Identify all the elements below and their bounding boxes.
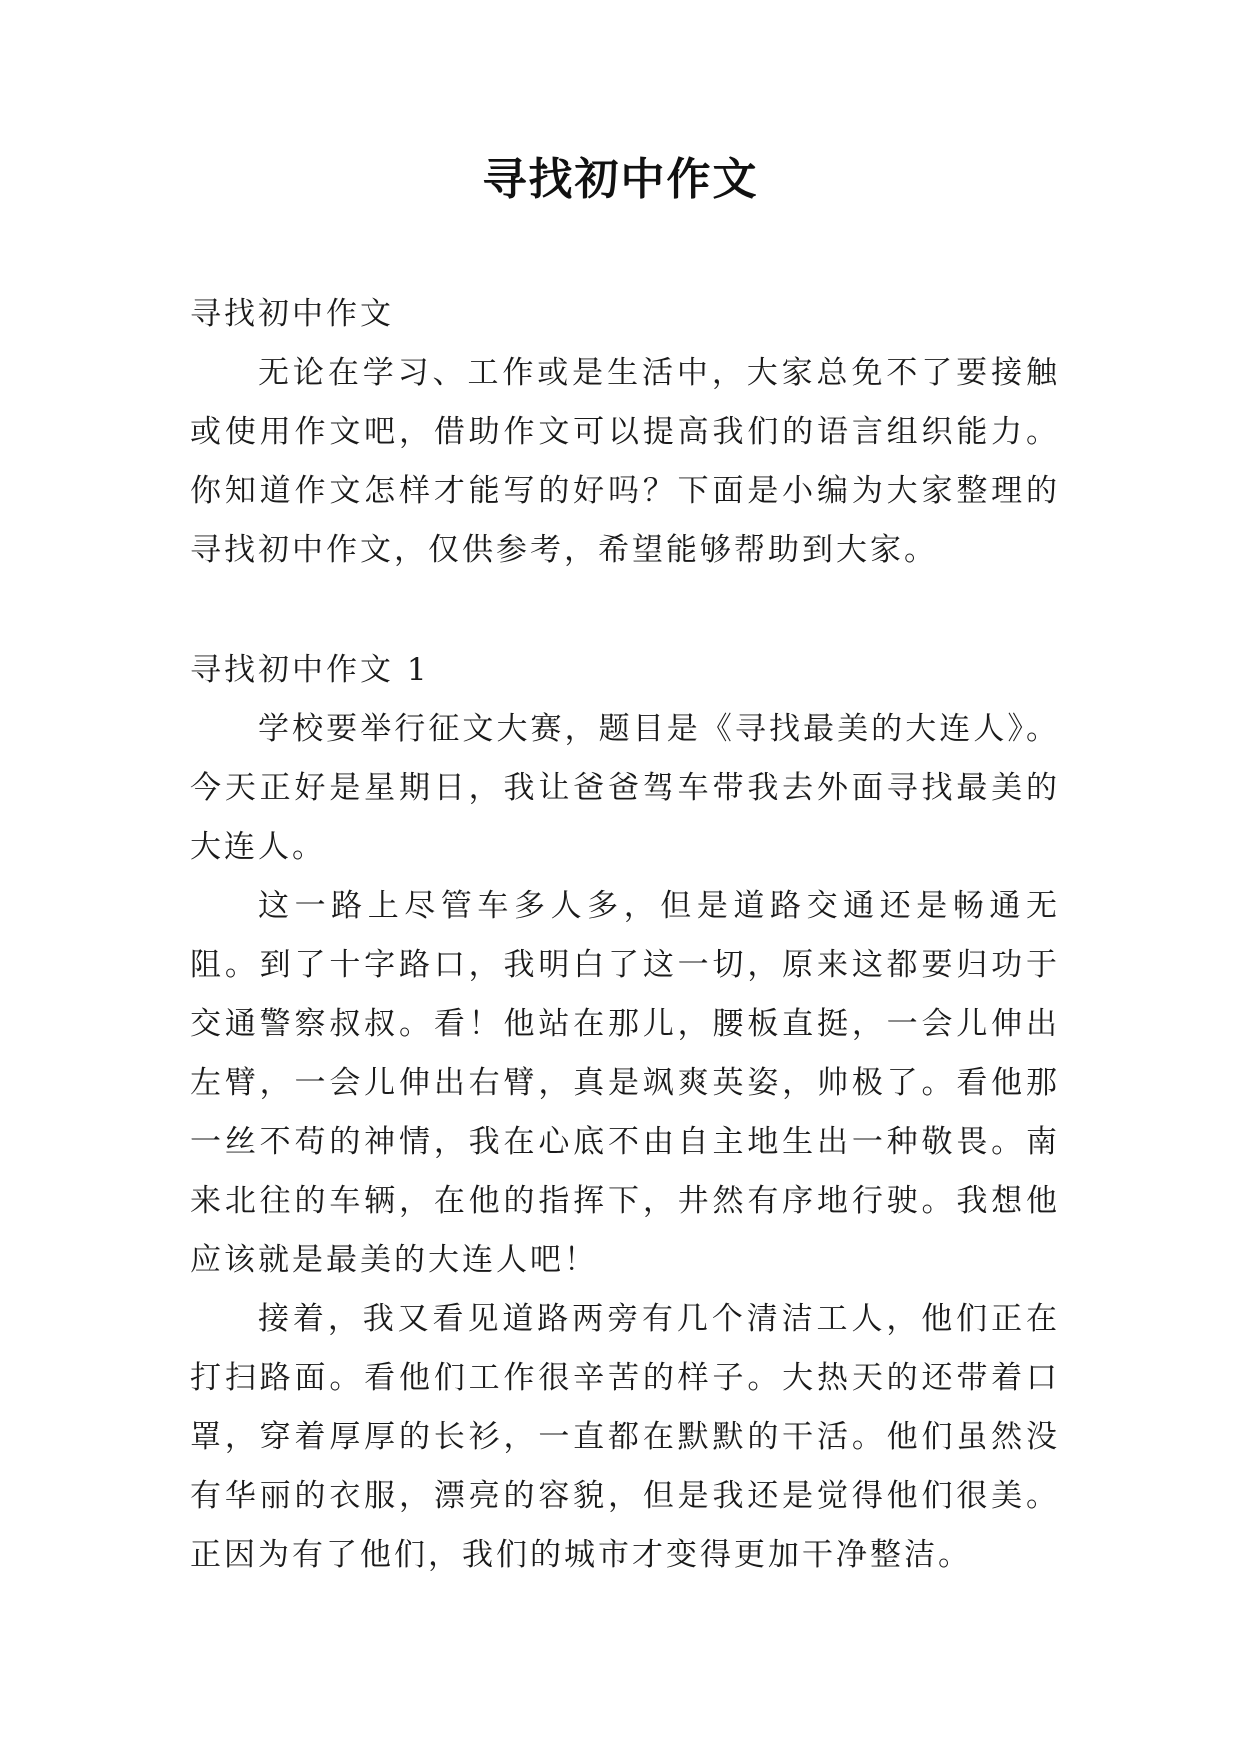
section-heading: 寻找初中作文 (190, 296, 394, 332)
document-body (190, 284, 1060, 1585)
section-heading: 寻找初中作文 1 (190, 652, 430, 688)
section-spacer (190, 580, 1060, 640)
document-title: 寻找初中作文 (482, 154, 759, 205)
paragraph: 学校要举行征文大赛，题目是《寻找最美的大连人》。今天正好是星期日，我让爸爸驾车带我去外面寻找最美的大连人。 (190, 711, 1060, 865)
paragraph: 无论在学习、工作或是生活中，大家总免不了要接触或使用作文吧，借助作文可以提高我们的语言组织能力。你知道作文怎样才能写的好吗？下面是小编为大家整理的寻找初中作文，仅供参考，希望能够帮助到大家。 (190, 355, 1060, 568)
paragraph: 这一路上尽管车多人多，但是道路交通还是畅通无阻。到了十字路口，我明白了这一切，原来这都要归功于交通警察叔叔。看！他站在那儿，腰板直挺，一会儿伸出左臂，一会儿伸出右臂，真是飒爽英姿，帅极了。看他那一丝不苟的神情，我在心底不由自主地生出一种敬畏。南来北往的车辆，在他的指挥下，井然有序地行驶。我想他应该就是最美的大连人吧！ (190, 888, 1060, 1278)
paragraph: 接着，我又看见道路两旁有几个清洁工人，他们正在打扫路面。看他们工作很辛苦的样子。大热天的还带着口罩，穿着厚厚的长衫，一直都在默默的干活。他们虽然没有华丽的衣服，漂亮的容貌，但是我还是觉得他们很美。正因为有了他们，我们的城市才变得更加干净整洁。 (190, 1301, 1060, 1573)
